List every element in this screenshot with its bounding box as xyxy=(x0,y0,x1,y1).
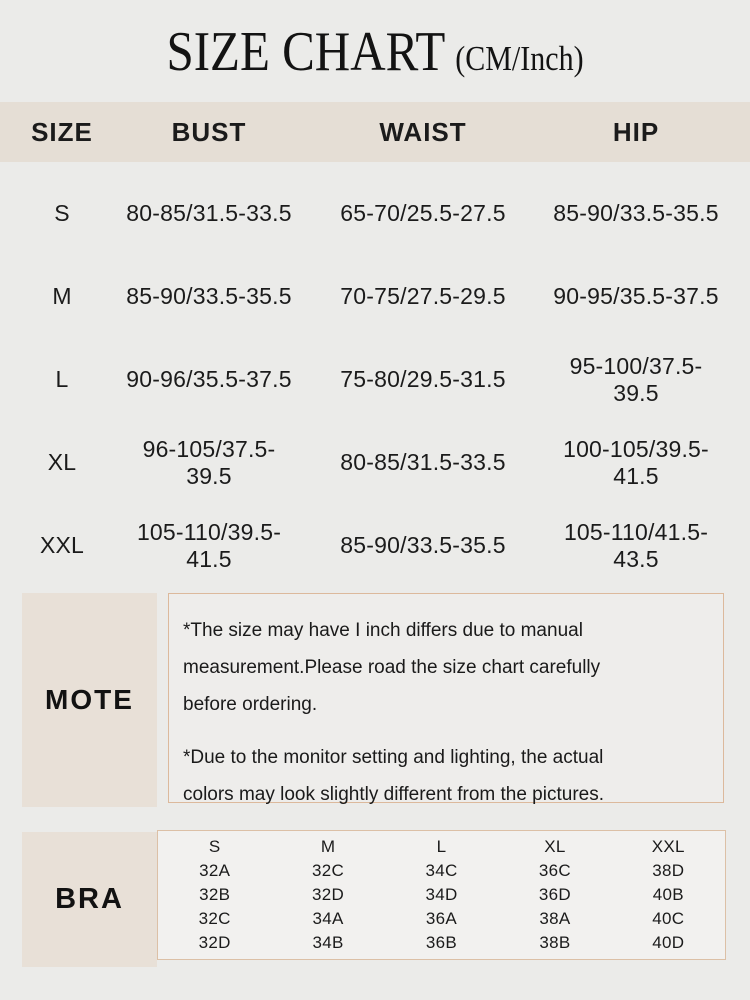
bra-section xyxy=(22,830,750,967)
bra-cell: 38B xyxy=(539,933,571,952)
size-cell: XL xyxy=(47,449,77,475)
bra-row xyxy=(158,859,725,883)
hip-cell: 95-100/37.5-39.5 xyxy=(569,352,703,406)
bust-cell: 90-96/35.5-37.5 xyxy=(126,366,292,392)
waist-cell: 75-80/29.5-31.5 xyxy=(340,366,506,392)
bra-header-cell-xxl: XXL xyxy=(651,837,685,856)
column-header-size: SIZE xyxy=(31,116,93,147)
note-box xyxy=(168,593,724,803)
waist-cell: 80-85/31.5-33.5 xyxy=(340,449,506,475)
bust-cell: 96-105/37.5-39.5 xyxy=(142,435,276,489)
waist-cell: 65-70/25.5-27.5 xyxy=(340,200,506,226)
bra-cell: 32C xyxy=(312,861,345,880)
bra-cell: 32D xyxy=(198,933,231,952)
page-title-main: SIZE CHART xyxy=(166,19,446,83)
note-label: MOTE xyxy=(22,593,157,807)
note-line: *Due to the monitor setting and lighting, the actual xyxy=(183,747,604,768)
table-row-xxl xyxy=(0,504,750,587)
bra-cell: 36B xyxy=(425,933,458,952)
bra-cell: 32A xyxy=(199,861,231,880)
bra-cell: 36D xyxy=(538,885,571,904)
page-title-unit: (CM/Inch) xyxy=(455,40,584,79)
bust-cell: 85-90/33.5-35.5 xyxy=(126,283,292,309)
note-paragraph-measurement xyxy=(183,604,705,723)
note-line: before ordering. xyxy=(183,694,318,715)
bra-header-cell-s: S xyxy=(208,837,221,856)
table-row-xl xyxy=(0,421,750,504)
column-header-bust: BUST xyxy=(171,116,247,147)
hip-cell: 100-105/39.5-41.5 xyxy=(563,435,709,489)
size-cell: L xyxy=(55,366,69,392)
bust-cell: 105-110/39.5-41.5 xyxy=(136,518,282,572)
bra-cell: 40D xyxy=(652,933,685,952)
bra-header-row xyxy=(158,835,725,859)
table-row-s xyxy=(0,172,750,255)
size-cell: S xyxy=(54,200,70,226)
bra-cell: 40B xyxy=(652,885,684,904)
table-row-m xyxy=(0,255,750,338)
hip-cell: 105-110/41.5-43.5 xyxy=(563,518,709,572)
bra-cell: 34A xyxy=(312,909,344,928)
bra-cell: 32D xyxy=(312,885,345,904)
note-line: *The size may have I inch differs due to manual xyxy=(183,620,583,641)
bra-label: BRA xyxy=(22,832,157,967)
column-header-hip: HIP xyxy=(612,116,660,147)
size-chart-body xyxy=(0,162,750,587)
size-chart-header-row xyxy=(0,102,750,162)
bra-row xyxy=(158,931,725,955)
bra-cell: 32C xyxy=(198,909,231,928)
bra-cell: 32B xyxy=(199,885,231,904)
bra-row xyxy=(158,883,725,907)
bra-cell: 36A xyxy=(425,909,458,928)
bra-cell: 34D xyxy=(425,885,458,904)
hip-cell: 90-95/35.5-37.5 xyxy=(553,283,719,309)
table-row-l xyxy=(0,338,750,421)
bra-cell: 38D xyxy=(652,861,685,880)
waist-cell: 70-75/27.5-29.5 xyxy=(340,283,506,309)
size-cell: M xyxy=(52,283,72,309)
bra-cell: 40C xyxy=(652,909,685,928)
bra-header-cell-l: L xyxy=(436,837,447,856)
note-line: measurement.Please road the size chart carefully xyxy=(183,657,601,678)
bra-header-cell-m: M xyxy=(320,837,336,856)
note-line: colors may look slightly different from the pictures. xyxy=(183,784,604,805)
hip-cell: 85-90/33.5-35.5 xyxy=(553,200,719,226)
waist-cell: 85-90/33.5-35.5 xyxy=(340,532,506,558)
bra-cell: 38A xyxy=(539,909,571,928)
bra-header-cell-xl: XL xyxy=(544,837,566,856)
bra-cell: 34C xyxy=(425,861,458,880)
note-section xyxy=(22,593,750,807)
size-cell: XXL xyxy=(39,532,85,558)
bra-row xyxy=(158,907,725,931)
bra-cell: 34B xyxy=(312,933,344,952)
bust-cell: 80-85/31.5-33.5 xyxy=(126,200,292,226)
bra-cell: 36C xyxy=(538,861,571,880)
note-paragraph-colors xyxy=(183,723,705,813)
page-title xyxy=(0,0,750,108)
column-header-waist: WAIST xyxy=(379,116,467,147)
bra-table xyxy=(157,830,726,960)
